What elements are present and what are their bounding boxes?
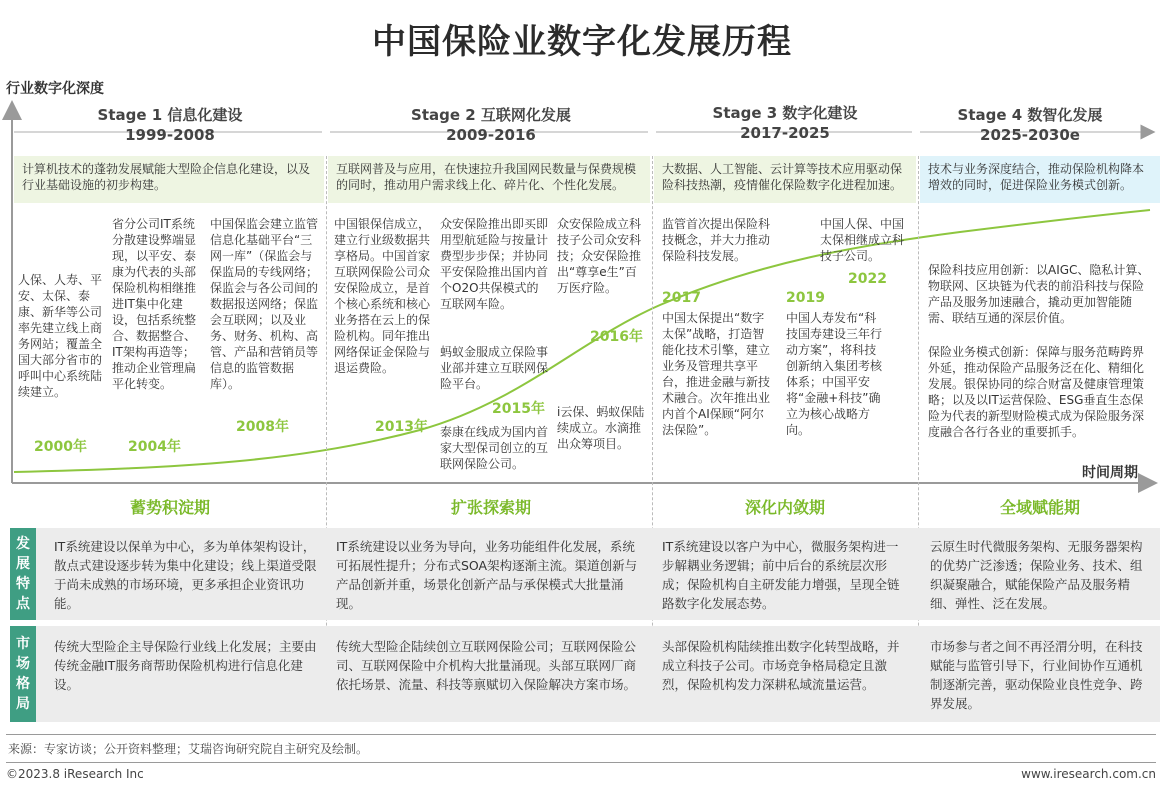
event-2025-b: 保险业务模式创新：保障与服务范畴跨界外延，推动保险产品服务泛在化、精细化发展。银保协同的综合财富及健康管理策略；以及以IT运营保险、ESG垂直生态保险为代表的新型财险模式成为保险服务深度融合各行各业的重要抓手。 — [928, 345, 1145, 439]
market-stage-3: 头部保险机构陆续推出数字化转型战略，并成立科技子公司。市场竞争格局稳定且激烈，保险机构发力深耕私域流量运营。 — [662, 639, 900, 692]
event-2015-c: 泰康在线成为国内首家大型保司创立的互联网保险公司。 — [440, 425, 549, 471]
market-row-label — [10, 626, 36, 722]
x-axis-label: 时间周期 — [1082, 465, 1138, 481]
market-row-label-text: 市场格局 — [16, 636, 30, 712]
stage-4-name: Stage 4 数智化发展 — [957, 106, 1103, 124]
y-axis-label: 行业数字化深度 — [6, 81, 104, 97]
features-stage-1: IT系统建设以保单为中心，多为单体架构设计，散点式建设逐步转为集中化建设；线上渠道受限于尚未成熟的市场环境，更多承担企业资讯功能。 — [54, 539, 317, 611]
event-2016-a: 众安保险成立科技子公司众安科技；众安保险推出“尊享e生”百万医疗险。 — [557, 217, 642, 295]
year-2019: 2019 — [786, 290, 825, 306]
market-stage-1: 传统大型险企主导保险行业线上化发展；主要由传统金融IT服务商帮助保险机构进行信息化建设。 — [54, 639, 317, 692]
period-stage-3: 深化内敛期 — [744, 498, 825, 517]
stage-1-summary: 计算机技术的蓬勃发展赋能大型险企信息化建设，以及行业基础设施的初步构建。 — [14, 156, 324, 203]
event-2016-b: i云保、蚂蚁保陆续成立。水滴推出众筹项目。 — [557, 405, 645, 451]
stage-4-summary: 技术与业务深度结合，推动保险机构降本增效的同时，促进保险业务模式创新。 — [920, 156, 1160, 203]
stage-3-summary: 大数据、人工智能、云计算等技术应用驱动保险科技热潮，疫情催化保险数字化进程加速。 — [654, 156, 916, 203]
stage-2-summary: 互联网普及与应用，在快速拉升我国网民数量与保费规模的同时，推动用户需求线上化、碎片化、个性化发展。 — [328, 156, 650, 203]
year-2008: 2008年 — [236, 419, 289, 435]
features-stage-4: 云原生时代微服务架构、无服务器架构的优势广泛渗透；保险业务、技术、组织凝聚融合，赋能保险产品及服务精细、弹性、泛在发展。 — [930, 539, 1143, 611]
footer-divider-2 — [6, 762, 1156, 763]
features-stage-3: IT系统建设以客户为中心，微服务架构进一步解耦业务逻辑；前中后台的系统层次形成；保险机构自主研发能力增强，呈现全链路数字化发展态势。 — [662, 539, 900, 611]
year-2000: 2000年 — [34, 439, 87, 455]
event-2000: 人保、人寿、平安、太保、泰康、新华等公司率先建立线上商务网站；覆盖全国大部分省市的呼叫中心系统陆续建立。 — [18, 273, 103, 399]
stage-3-years: 2017-2025 — [740, 124, 830, 142]
year-2017: 2017 — [662, 290, 701, 306]
features-row-label — [10, 528, 36, 620]
stage-4-years: 2025-2030e — [980, 126, 1080, 144]
event-2017-b: 中国太保提出“数字太保”战略，打造智能化技术引擎，建立业务及管理共享平台，推进金融与新技术融合。次年推出业内首个AI保顾“阿尔法保险”。 — [662, 311, 771, 437]
event-2008: 中国保监会建立监管信息化基础平台“三网一库”（保监会与保监局的专线网络；保监会与各公司间的数据报送网络；保监会互联网；以及业务、财务、机构、高管、产品和营销员等信息的监管数据库）。 — [210, 217, 319, 391]
source-note: 来源：专家访谈；公开资料整理；艾瑞咨询研究院自主研究及绘制。 — [8, 742, 369, 756]
stage-3-name: Stage 3 数字化建设 — [712, 104, 858, 122]
event-2013: 中国银保信成立，建立行业级数据共享格局。中国首家互联网保险公司众安保险成立，是首个核心系统和核心业务搭在云上的保险机构。同年推出网络保证金保险与退运费险。 — [334, 217, 431, 375]
event-2025-a: 保险科技应用创新：以AIGC、隐私计算、物联网、区块链为代表的前沿科技与保险产品及服务加速融合，撬动更加智能随需、联结互通的深层价值。 — [928, 263, 1150, 325]
event-2015-a: 众安保险推出即买即用型航延险与按量计费型步步保；并协同平安保险推出国内首个O2O共保模式的互联网车险。 — [440, 217, 549, 311]
event-2019: 中国人寿发布“科技国寿建设三年行动方案”，将科技创新纳入集团考核体系；中国平安将“金融+科技”确立为核心战略方向。 — [786, 311, 883, 437]
year-2013: 2013年 — [375, 419, 428, 435]
copyright: ©2023.8 iResearch Inc — [6, 767, 144, 781]
features-row-label-text: 发展特点 — [16, 536, 30, 612]
event-2022: 中国人保、中国太保相继成立科技子公司。 — [820, 217, 905, 263]
page-title: 中国保险业数字化发展历程 — [372, 22, 792, 62]
event-2004: 省分公司IT系统分散建设弊端显现，以平安、泰康为代表的头部保险机构相继推进IT集中化建设，包括系统整合、数据整合、IT架构再造等；推动企业管理扁平化转变。 — [112, 217, 197, 391]
period-stage-1: 蓄势积淀期 — [129, 498, 210, 517]
year-2022: 2022 — [848, 271, 887, 287]
market-stage-2: 传统大型险企陆续创立互联网保险公司；互联网保险公司、互联网保险中介机构大批量涌现。头部互联网厂商依托场景、流量、科技等禀赋切入保险解决方案市场。 — [336, 639, 637, 692]
year-2016: 2016年 — [590, 329, 643, 345]
stage-1-years: 1999-2008 — [125, 126, 215, 144]
year-2015: 2015年 — [492, 401, 545, 417]
stage-1-name: Stage 1 信息化建设 — [97, 106, 243, 124]
market-stage-4: 市场参与者之间不再泾渭分明，在科技赋能与监管引导下，行业间协作互通机制逐渐完善，驱动保险业良性竞争、跨界发展。 — [930, 639, 1143, 711]
event-2017-a: 监管首次提出保险科技概念，并大力推动保险科技发展。 — [662, 217, 771, 263]
stage-2-name: Stage 2 互联网化发展 — [411, 106, 571, 124]
website-link[interactable]: www.iresearch.com.cn — [1021, 767, 1156, 781]
period-stage-4: 全域赋能期 — [999, 498, 1080, 517]
features-stage-2: IT系统建设以业务为导向，业务功能组件化发展，系统可拓展性提升；分布式SOA架构逐渐主流。渠道创新与产品创新并重，场景化创新产品与承保模式大批量涌现。 — [336, 539, 638, 611]
footer-divider — [6, 734, 1156, 735]
event-2015-b: 蚂蚁金服成立保险事业部并建立互联网保险平台。 — [440, 345, 549, 391]
year-2004: 2004年 — [128, 439, 181, 455]
stage-2-years: 2009-2016 — [446, 126, 536, 144]
period-stage-2: 扩张探索期 — [450, 498, 531, 517]
